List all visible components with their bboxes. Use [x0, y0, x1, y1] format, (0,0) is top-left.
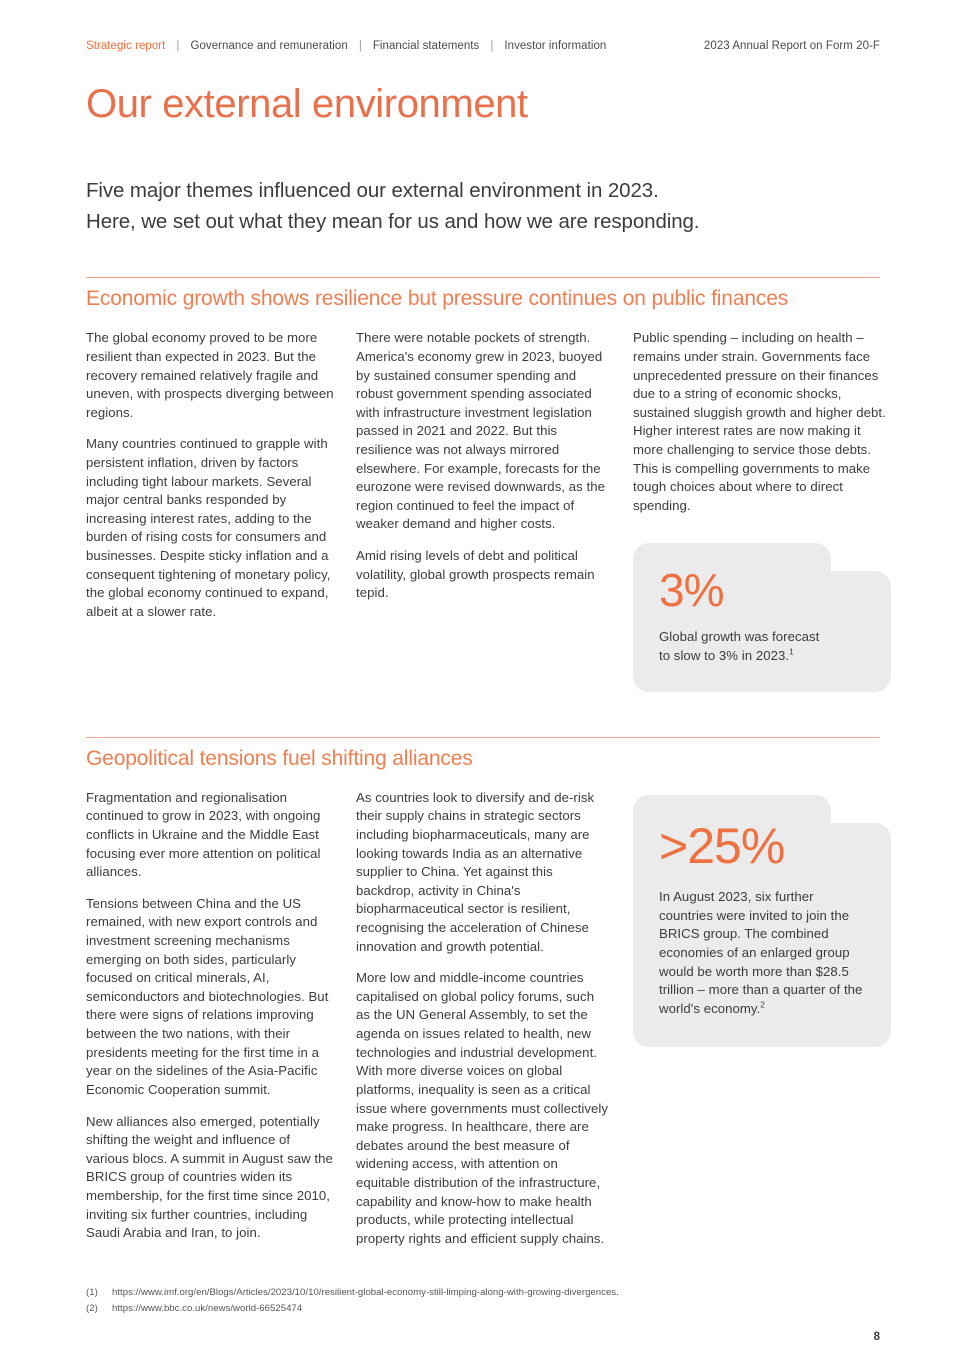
footnote-item [86, 1301, 880, 1317]
section-columns [86, 329, 886, 691]
paragraph: New alliances also emerged, potentially shifting the weight and influence of various blocs. A summit in August saw the BRICS group of countries widen its membership, for the first time since 2010, inviting six further countries, including Saudi Arabia and Iran, to join. [86, 1113, 333, 1241]
page-number: 8 [873, 1331, 880, 1343]
nav-separator: | [490, 40, 494, 52]
nav-item-investor-information[interactable]: Investor information [504, 40, 607, 52]
stat-caption-line-2: to slow to 3% in 2023. [659, 648, 790, 664]
card-content [659, 817, 865, 1019]
nav-separator: | [358, 40, 362, 52]
stat-caption-text: In August 2023, six further countries were invited to join the BRICS group. The combined economies of an enlarged group would be worth more than $28.5 trillion – more than a quarter of the world's economy. [659, 888, 863, 1017]
stat-caption-line-1: Global growth was forecast [659, 629, 820, 645]
paragraph: The global economy proved to be more resilient than expected in 2023. But the recovery remained relatively fragile and uneven, with prospects diverging between regions. [86, 330, 334, 420]
stat-value: >25% [659, 817, 785, 874]
footnote-reference[interactable]: 2 [760, 1000, 765, 1010]
column-2 [356, 789, 611, 1249]
footnote-number: (1) [86, 1287, 98, 1299]
paragraph: There were notable pockets of strength. America's economy grew in 2023, buoyed by sustained consumer spending and robust government spending associated with infrastructure investment legislation passed in 2021 and 2022. But this resilience was not always mirrored elsewhere. For example, forecasts for the eurozone were revised downwards, as the region continued to feel the impact of weaker demand and higher costs. [356, 330, 605, 532]
nav-item-financial-statements[interactable]: Financial statements [372, 40, 480, 52]
column-3 [633, 789, 891, 1047]
nav-item-strategic-report[interactable]: Strategic report [86, 40, 166, 52]
column-3 [633, 329, 891, 691]
stat-value: 3% [659, 564, 724, 617]
page-standfirst [86, 175, 880, 237]
column-1 [86, 329, 334, 621]
stat-caption [659, 888, 865, 1019]
paragraph: Tensions between China and the US remained, with new export controls and investment screening mechanisms emerging on both sides, particularly focused on critical minerals, AI, semiconductors and biotechnologies. But there were signs of relations improving between the two nations, with their presidents meeting for the first time in a year on the sidelines of the Asia-Pacific Economic Cooperation summit. [86, 895, 329, 1097]
footnote-number: (2) [86, 1303, 98, 1315]
paragraph: Amid rising levels of debt and political volatility, global growth prospects remain tepid. [356, 548, 595, 601]
stat-callout-brics [633, 795, 891, 1047]
nav-item-governance-and-remuneration[interactable]: Governance and remuneration [190, 40, 348, 52]
column-1 [86, 789, 334, 1243]
paragraph: Public spending – including on health – remains under strain. Governments face unprecedented pressure on their finances due to a string of economic shocks, sustained sluggish growth and higher debt. Higher interest rates are now making it more challenging to service those debts. This is compelling governments to make tough choices about where to direct spending. [633, 330, 886, 513]
paragraph: More low and middle-income countries capitalised on global policy forums, such as the UN General Assembly, to set the agenda on issues related to health, new technologies and industrial development. With more diverse voices on global platforms, inequality is seen as a critical issue where governments must collectively make progress. In healthcare, there are debates around the best measure of widening access, with attention on equitable distribution of the infrastructure, capability and know-how to make health products, while protecting intellectual property rights and efficient supply chains. [356, 970, 608, 1246]
footnote-item [86, 1285, 880, 1301]
section-heading-economic-growth: Economic growth shows resilience but pressure continues on public finances [86, 287, 789, 311]
report-name-label: 2023 Annual Report on Form 20-F [703, 40, 880, 52]
standfirst-line-1: Five major themes influenced our external environment in 2023. [86, 179, 659, 202]
footnote-url[interactable]: https://www.bbc.co.uk/news/world-66525474 [112, 1303, 303, 1315]
paragraph: As countries look to diversify and de-risk their supply chains in strategic sectors including biopharmaceuticals, many are looking towards India as an alternative supplier to China. Yet against this backdrop, activity in China's biopharmaceutical sector is resilient, recognising the acceleration of Chinese innovation and growth potential. [356, 789, 595, 954]
card-content [659, 564, 865, 665]
section-geopolitical-tensions [86, 737, 880, 1249]
nav-separator: | [176, 40, 180, 52]
paragraph: Many countries continued to grapple with persistent inflation, driven by factors including tight labour markets. Several major central banks responded by increasing interest rates, adding to the burden of rising costs for consumers and businesses. Despite sticky inflation and a consequent tightening of monetary policy, the global economy continued to expand, albeit at a slower rate. [86, 436, 331, 619]
stat-caption [659, 628, 865, 665]
standfirst-line-2: Here, we set out what they mean for us and how we are responding. [86, 210, 700, 234]
paragraph: Fragmentation and regionalisation continued to grow in 2023, with ongoing conflicts in Ukraine and the Middle East focusing ever more attention on political alliances. [86, 789, 321, 880]
section-economic-growth [86, 277, 886, 691]
footnote-url[interactable]: https://www.imf.org/en/Blogs/Articles/2023/10/10/resilient-global-economy-still-limping-along-with-growing-divergences. [112, 1287, 619, 1299]
section-columns [86, 789, 880, 1249]
section-heading-geopolitical-tensions: Geopolitical tensions fuel shifting alliances [86, 746, 473, 770]
stat-callout-global-growth [633, 543, 891, 691]
footnotes-block [86, 1285, 880, 1317]
footnote-reference[interactable]: 1 [789, 647, 794, 657]
section-navigation [86, 0, 880, 52]
page-title: Our external environment [86, 82, 528, 126]
column-2 [356, 329, 611, 603]
